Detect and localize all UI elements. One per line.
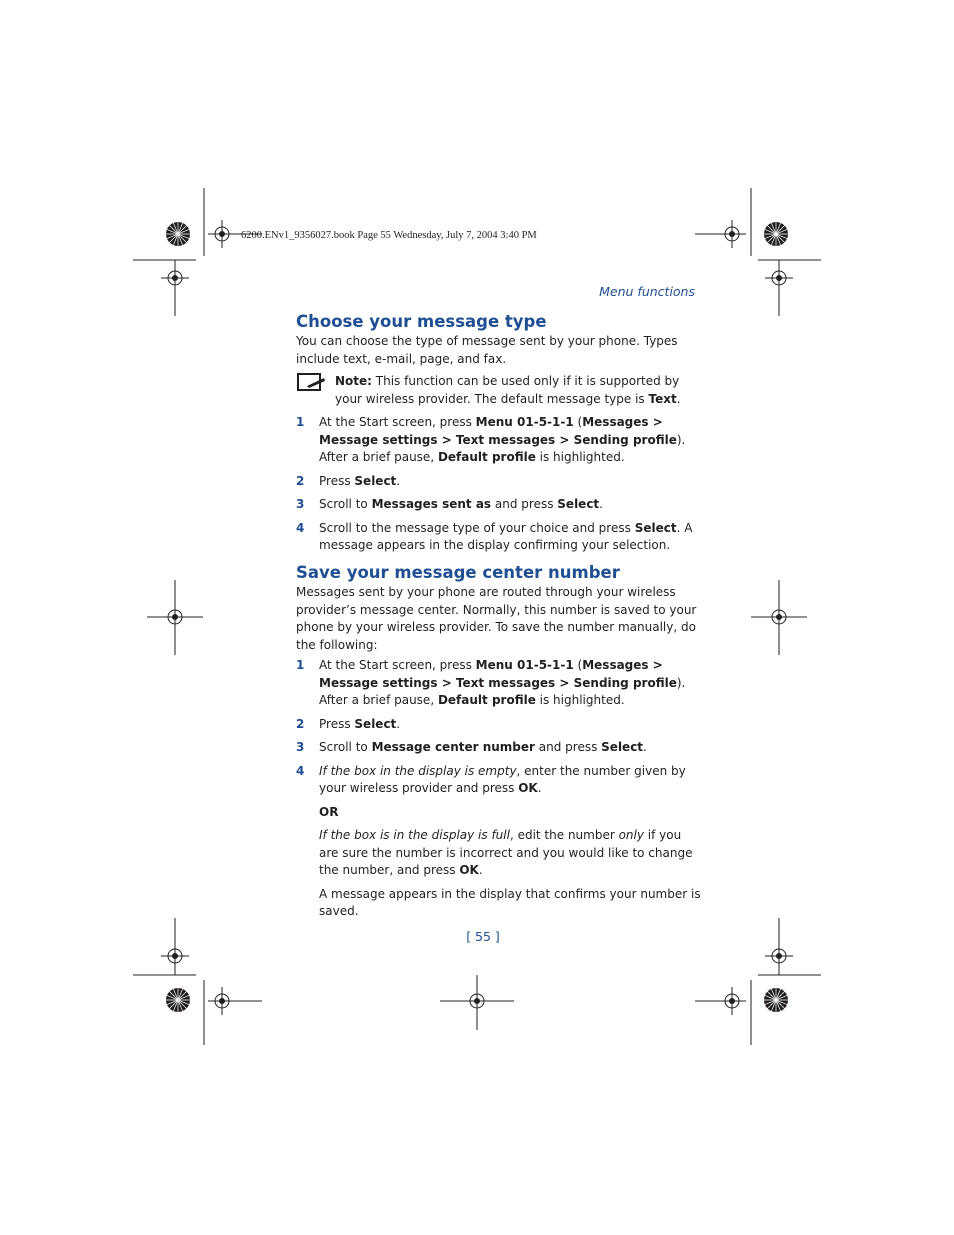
step-number: 1 bbox=[296, 658, 305, 672]
star-mark-icon bbox=[166, 988, 190, 1012]
running-head: Menu functions bbox=[599, 284, 695, 299]
step-item: 4 If the box in the display is empty, enter the number given by your wireless provider and press OK. bbox=[296, 763, 686, 795]
confirmation-text: A message appears in the display that confirms your number is saved. bbox=[319, 886, 701, 918]
star-mark-icon bbox=[764, 988, 788, 1012]
step-item: 2 Press Select. bbox=[296, 716, 701, 734]
full-box-instruction: If the box is in the display is full, edit the number only if you are sure the number is incorrect and you would like to change the number, and press OK. bbox=[319, 828, 693, 877]
section-title: Choose your message type bbox=[296, 312, 547, 331]
star-mark-icon bbox=[166, 222, 190, 246]
step-number: 2 bbox=[296, 473, 305, 488]
step-item: 3 Scroll to Messages sent as and press Select. bbox=[296, 496, 701, 514]
step-item: 2 Press Select. bbox=[296, 473, 701, 491]
note-label: Note: bbox=[335, 374, 372, 388]
file-slug: 6200.ENv1_9356027.book Page 55 Wednesday, July 7, 2004 3:40 PM bbox=[241, 230, 537, 241]
step-number: 1 bbox=[296, 415, 305, 429]
section-save-message-center-number bbox=[296, 562, 701, 921]
star-mark-icon bbox=[764, 222, 788, 246]
section-title: Save your message center number bbox=[296, 563, 620, 582]
page-number: [ 55 ] bbox=[466, 929, 500, 944]
step-item: 1 At the Start screen, press Menu 01-5-1-1 (Messages > Message settings > Text messages > Sending profile). After a brief pause, Default profile is highlighted. bbox=[296, 658, 686, 707]
note-pad-icon bbox=[297, 373, 327, 393]
step-number: 2 bbox=[296, 716, 305, 731]
step-number: 3 bbox=[296, 740, 305, 754]
note-text: Note: This function can be used only if it is supported by your wireless provider. The default message type is Text. bbox=[335, 374, 681, 406]
steps-list bbox=[296, 657, 701, 798]
or-separator: OR bbox=[319, 804, 339, 819]
section-intro: Messages sent by your phone are routed through your wireless provider’s message center. Normally, this number is saved to your phone by your wireless provider. To save the number manually, do the following: bbox=[296, 585, 697, 652]
step-number: 4 bbox=[296, 763, 305, 778]
section-intro: You can choose the type of message sent by your phone. Types include text, e-mail, page, and fax. bbox=[296, 334, 678, 366]
step-number: 3 bbox=[296, 497, 305, 511]
step-item: 3 Scroll to Message center number and press Select. bbox=[296, 739, 701, 757]
step-item: 4 Scroll to the message type of your choice and press Select. A message appears in the display confirming your selection. bbox=[296, 520, 693, 552]
step-item: 1 At the Start screen, press Menu 01-5-1-1 (Messages > Message settings > Text messages > Sending profile). After a brief pause, Default profile is highlighted. bbox=[296, 415, 686, 464]
step-number: 4 bbox=[296, 520, 305, 535]
steps-list bbox=[296, 414, 701, 555]
section-choose-message-type bbox=[296, 311, 701, 555]
note-callout bbox=[296, 373, 701, 408]
